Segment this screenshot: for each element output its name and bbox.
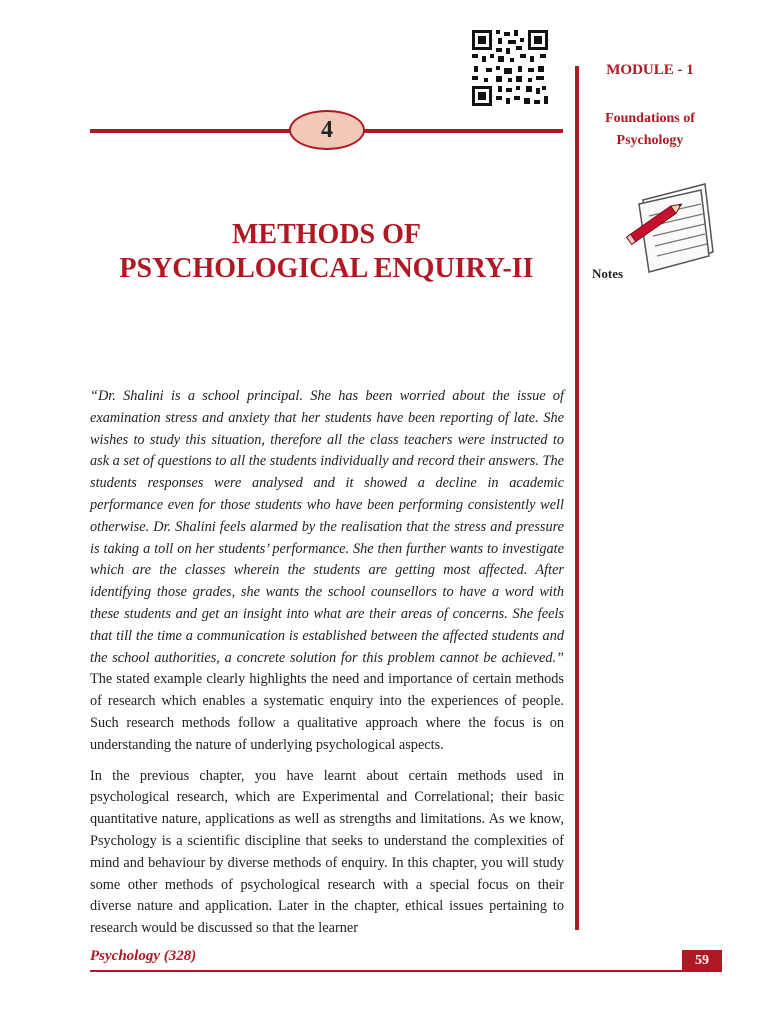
notes-label: Notes <box>592 266 624 281</box>
chapter-number-badge <box>289 110 365 150</box>
paragraph-1 <box>90 386 564 757</box>
section-name-line1: Foundations of <box>605 111 695 126</box>
section-name <box>590 108 710 152</box>
footer-rule <box>90 970 722 972</box>
chapter-title-line2: PSYCHOLOGICAL ENQUIRY-II <box>119 253 534 284</box>
footer-course-title: Psychology (328) <box>90 948 197 964</box>
section-name-line2: Psychology <box>616 133 684 148</box>
notepad-pencil-icon <box>625 182 715 274</box>
chapter-title <box>90 218 563 286</box>
paragraph-1-continuation: The stated example clearly highlights the need and importance of certain methods of research which enables a systematic enquiry into the experiences of people. Such research methods follow a qualitative approach where the focus is on understanding the nature of underlying psychological aspects. <box>90 671 564 753</box>
module-label: MODULE - 1 <box>606 62 694 78</box>
chapter-number: 4 <box>321 116 333 143</box>
chapter-title-line1: METHODS OF <box>231 219 421 250</box>
paragraph-2: In the previous chapter, you have learnt about certain methods used in psychological research, which are Experimental and Correlational; their basic quantitative nature, applications as well as strengths and limitations. As we know, Psychology is a scientific discipline that seeks to understand the complexities of mind and behaviour by diverse methods of enquiry. In this chapter, you will study some other methods of psychological research with a special focus on their diverse nature and application. Later in the chapter, ethical issues pertaining to research would be discussed so that the learner <box>90 767 564 937</box>
margin-rule <box>575 66 579 930</box>
qr-code-icon <box>470 28 550 108</box>
case-example-quote: “Dr. Shalini is a school principal. She has been worried about the issue of examination stress and anxiety that her students have been reporting of late. She wishes to study this situation, therefore all the class teachers were instructed to ask a set of questions to all the students individually and record their answers. The students responses were analysed and it showed a decline in academic performance even for those students who have been performing consistently well otherwise. Dr. Shalini feels alarmed by the realisation that the stress and pressure is taking a toll on her students’ performance. She then further wants to investigate which are the classes wherein the students are getting most affected. After identifying those grades, she wants the school counsellors to have a word with these students and get an insight into what are their areas of concerns. She feels that till the time a communication is established between the affected students and the school authorities, a concrete solution for this problem cannot be achieved.” <box>90 388 564 666</box>
body-text <box>90 386 564 949</box>
page-number: 59 <box>682 950 722 972</box>
